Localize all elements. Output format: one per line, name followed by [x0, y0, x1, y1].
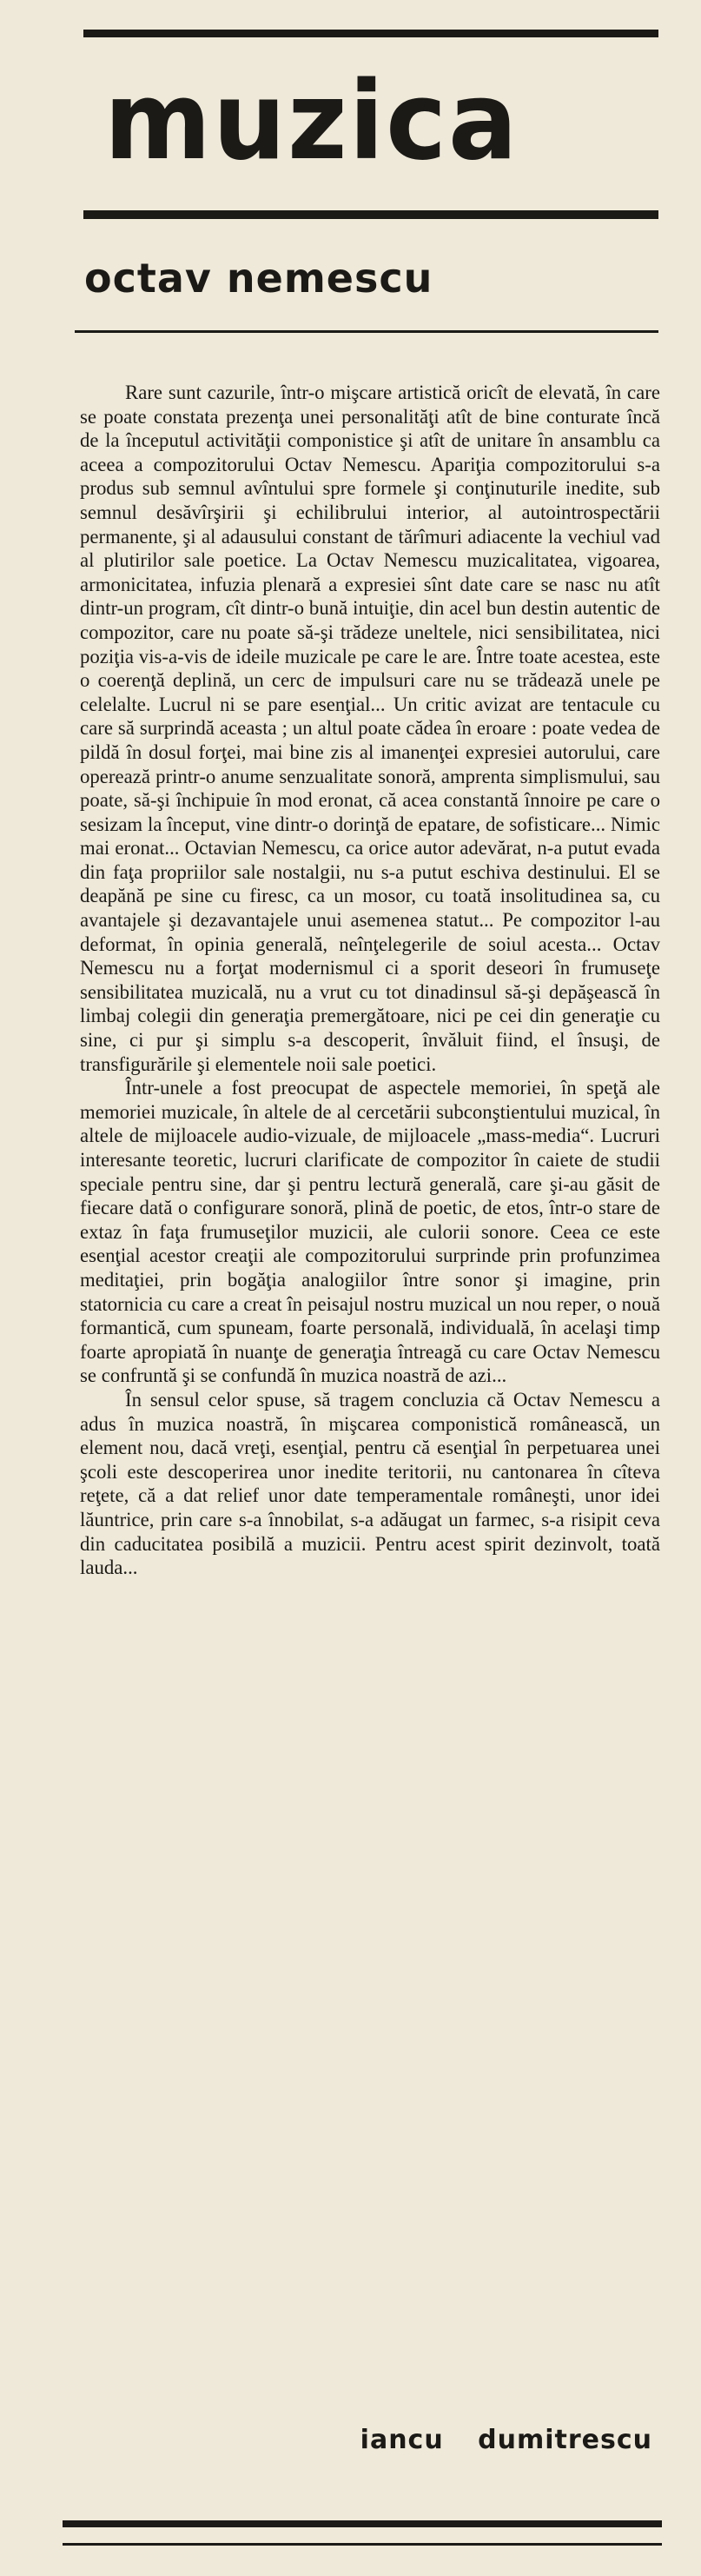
article-paragraph: Rare sunt cazurile, într-o mişcare artistică oricît de elevată, în care se poate constata prezenţa unei personalităţi atît de bine conturate încă de la începutul activităţii componistice şi atît de unitare în ansamblu ca aceea a compozitorului Octav Nemescu. Apariţia compozitorului s-a produs sub semnul avîntului spre formele şi conţinuturile inedite, sub semnul desăvîrşirii şi echilibrului interior, al autointrospectării permanente, şi al adausului constant de tărîmuri adiacente la vechiul vad al plutirilor sale poetice. La Octav Nemescu muzicalitatea, vigoarea, armonicitatea, infuzia plenară a expresiei sînt date care se nasc nu atît dintr-un program, cît dintr-o bună intuiţie, din acel bun destin autentic de compozitor, care nu poate să-şi trădeze uneltele, nici sensibilitatea, nici poziţia vis-a-vis de ideile muzicale pe care le are. Între toate acestea, este o coerenţă deplină, un cerc de impulsuri care nu se trădează unele pe celelalte. Lucrul ni se pare esenţial... Un critic avizat are tentacule cu care să surprindă aceasta ; un altul poate cădea în eroare : poate vedea de pildă în dosul forţei, mai bine zis al imanenţei expresiei autorului, care operează printr-o anume senzualitate sonoră, amprenta simplismului, sau poate, să-şi închipuie în mod eronat, că acea constantă înnoire pe care o sesizam la început, vine dintr-o dorinţă de epatare, de sofisticare... Nimic mai eronat... Octavian Nemescu, ca orice autor adevărat, n-a putut evada din faţa propriilor sale nostalgii, nu s-a putut eschiva destinului. El se deapănă pe sine cu firesc, ca un mosor, cu toată insolitudinea sa, cu avantajele şi dezavantajele unui asemenea statut... Pe compozitor l-au deformat, în opinia generală, neînţelegerile de soiul acesta... Octav Nemescu nu a forţat modernismul ci a sporit deseori în frumuseţe sensibilitatea muzicală, nu a vrut cu tot dinadinsul să-şi depăşească în limbaj colegii din generaţia premergătoare, nici pe cei din generaţie cu sine, ci pur şi simplu s-a descoperit, învăluit fiind, el însuşi, de transfigurările şi elementele noii sale poetici. [80, 382, 660, 1075]
article-signature: iancu dumitrescu [360, 2425, 652, 2455]
article-author-heading: octav nemescu [84, 255, 433, 302]
article-paragraph: În sensul celor spuse, să tragem concluzia că Octav Nemescu a adus în muzica noastră, în mişcarea componistică românească, un element nou, dacă vreţi, esenţial, pentru că esenţial în perpetuarea unei şcoli este descoperirea unor inedite teritorii, nu cantonarea în cîteva reţete, că a dat relief unor date temperamentale româneşti, unor idei lăuntrice, prin care s-a înnobilat, s-a adăugat un farmec, s-a risipit ceva din caducitatea posibilă a muzicii. Pentru acest spirit dezinvolt, toată lauda... [80, 1388, 660, 1579]
top-rule [83, 30, 658, 37]
bottom-thin-rule [63, 2543, 662, 2546]
article-body [80, 381, 660, 1580]
title-underline-rule [83, 210, 658, 219]
bottom-rule [63, 2520, 662, 2527]
section-title: muzica [104, 57, 519, 184]
heading-divider [75, 330, 658, 333]
article-paragraph: Într-unele a fost preocupat de aspectele memoriei, în speţă ale memoriei muzicale, în altele de al cercetării subconştientului muzical, în altele de mijloacele audio-vizuale, de mijloacele „mass-media“. Lucruri interesante teoretic, lucruri clarificate de compozitor în caiete de studii speciale pentru sine, dar şi pentru lectură generală, care şi-au găsit de fiecare dată o configurare sonoră, plină de poetic, de etos, într-o stare de extaz în faţa frumuseţilor muzicii, ale culorii sonore. Ceea ce este esenţial acestor creaţii ale compozitorului surprinde prin profunzimea meditaţiei, prin bogăţia analogiilor între sonor şi imagine, prin statornicia cu care a creat în peisajul nostru muzical un nou reper, o nouă formantică, cum spuneam, foarte personală, individuală, în acelaşi timp foarte apropiată în nuanţe de generaţia întreagă cu care Octav Nemescu se confruntă şi se confundă în muzica noastră de azi... [80, 1077, 660, 1387]
